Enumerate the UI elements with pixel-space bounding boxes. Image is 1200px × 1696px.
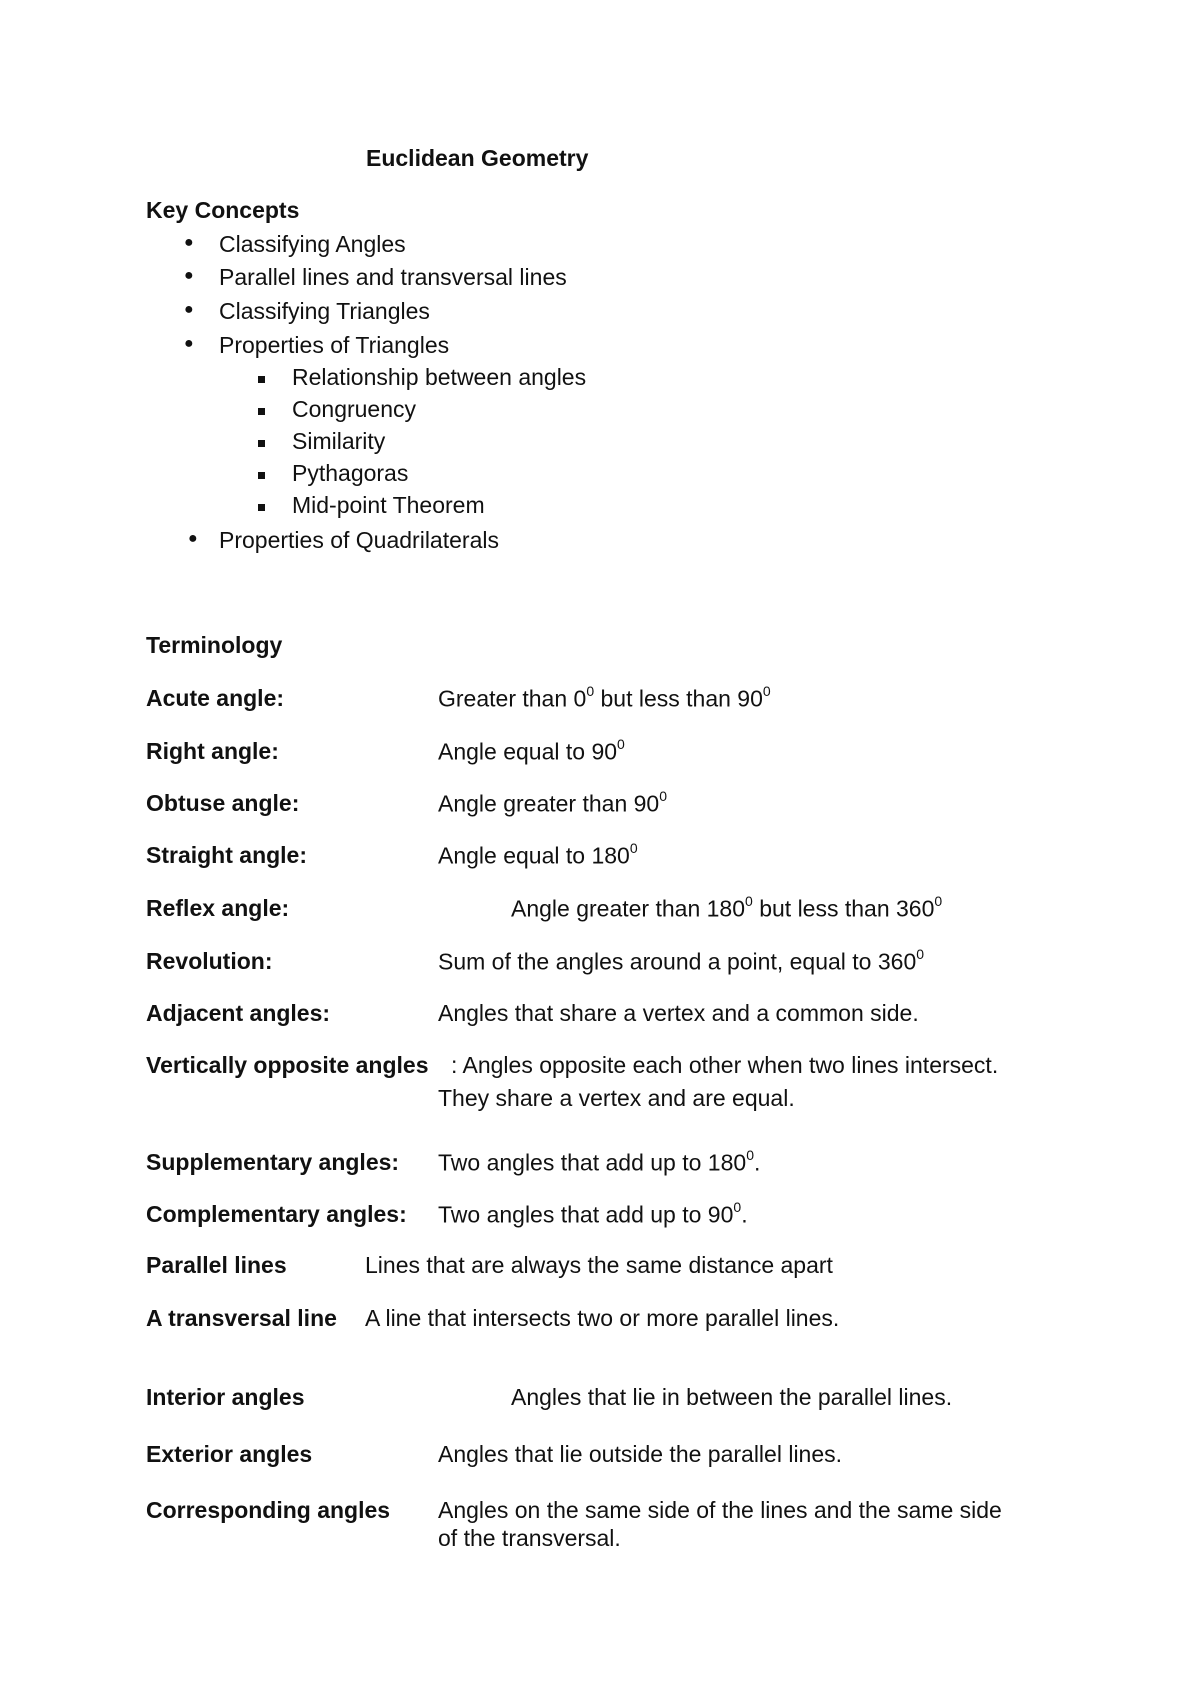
square-bullet-icon bbox=[258, 472, 265, 479]
list-item: Parallel lines and transversal lines bbox=[219, 264, 567, 290]
term-reflex-angle: Reflex angle: bbox=[146, 895, 290, 921]
sub-list-item: Relationship between angles bbox=[292, 364, 587, 390]
bullet-icon: ● bbox=[188, 530, 198, 547]
term-interior-angles: Interior angles bbox=[146, 1384, 305, 1410]
definition-reflex-angle: Angle greater than $180^0$ but less than $360^0$ bbox=[511, 893, 943, 922]
term-revolution: Revolution: bbox=[146, 948, 273, 974]
bullet-icon: ● bbox=[184, 301, 194, 318]
term-obtuse-angle: Obtuse angle: bbox=[146, 790, 300, 816]
term-acute-angle: Acute angle: bbox=[146, 685, 285, 711]
definition-transversal-line: A line that intersects two or more parallel lines. bbox=[365, 1305, 840, 1331]
square-bullet-icon bbox=[258, 440, 265, 447]
square-bullet-icon bbox=[258, 408, 265, 415]
definition-obtuse-angle: Angle greater than $90^0$ bbox=[438, 788, 668, 817]
list-item: Classifying Triangles bbox=[219, 298, 430, 324]
definition-revolution: Sum of the angles around a point, equal to $360^0$ bbox=[438, 946, 925, 975]
page-title: Euclidean Geometry bbox=[366, 145, 589, 171]
definition-corresponding-angles-cont: of the transversal. bbox=[438, 1525, 621, 1551]
term-straight-angle: Straight angle: bbox=[146, 842, 308, 868]
definition-interior-angles: Angles that lie in between the parallel lines. bbox=[511, 1384, 953, 1410]
definition-exterior-angles: Angles that lie outside the parallel lines. bbox=[438, 1441, 843, 1467]
definition-straight-angle: Angle equal to $180^0$ bbox=[438, 840, 638, 869]
terminology-heading: Terminology bbox=[146, 632, 283, 658]
sub-list-item: Mid-point Theorem bbox=[292, 492, 485, 518]
bullet-icon: ● bbox=[184, 234, 194, 251]
sub-list-item: Similarity bbox=[292, 428, 386, 454]
term-complementary-angles: Complementary angles: bbox=[146, 1201, 407, 1227]
key-concepts-heading: Key Concepts bbox=[146, 197, 300, 223]
term-transversal-line: A transversal line bbox=[146, 1305, 337, 1331]
definition-adjacent-angles: Angles that share a vertex and a common side. bbox=[438, 1000, 919, 1026]
term-parallel-lines: Parallel lines bbox=[146, 1252, 287, 1278]
list-item: Properties of Quadrilaterals bbox=[219, 527, 499, 553]
bullet-icon: ● bbox=[184, 335, 194, 352]
definition-corresponding-angles: Angles on the same side of the lines and the same side bbox=[438, 1497, 1002, 1523]
bullet-icon: ● bbox=[184, 267, 194, 284]
definition-complementary-angles: Two angles that add up to $90^0$. bbox=[438, 1199, 748, 1228]
sub-list-item: Pythagoras bbox=[292, 460, 409, 486]
term-vertically-opposite-angles: Vertically opposite angles bbox=[146, 1052, 429, 1078]
definition-parallel-lines: Lines that are always the same distance apart bbox=[365, 1252, 833, 1278]
square-bullet-icon bbox=[258, 504, 265, 511]
definition-supplementary-angles: Two angles that add up to $180^0$. bbox=[438, 1147, 761, 1176]
list-item: Classifying Angles bbox=[219, 231, 406, 257]
term-exterior-angles: Exterior angles bbox=[146, 1441, 313, 1467]
square-bullet-icon bbox=[258, 376, 265, 383]
list-item: Properties of Triangles bbox=[219, 332, 450, 358]
definition-acute-angle: Greater than $0^0$ but less than $90^0$ bbox=[438, 683, 771, 712]
term-corresponding-angles: Corresponding angles bbox=[146, 1497, 391, 1523]
definition-vertically-opposite-angles-cont: They share a vertex and are equal. bbox=[438, 1085, 795, 1111]
definition-right-angle: Angle equal to $90^0$ bbox=[438, 736, 625, 765]
term-right-angle: Right angle: bbox=[146, 738, 279, 764]
term-adjacent-angles: Adjacent angles: bbox=[146, 1000, 331, 1026]
sub-list-item: Congruency bbox=[292, 396, 417, 422]
term-supplementary-angles: Supplementary angles: bbox=[146, 1149, 400, 1175]
definition-vertically-opposite-angles: : Angles opposite each other when two lines intersect. bbox=[451, 1052, 999, 1078]
